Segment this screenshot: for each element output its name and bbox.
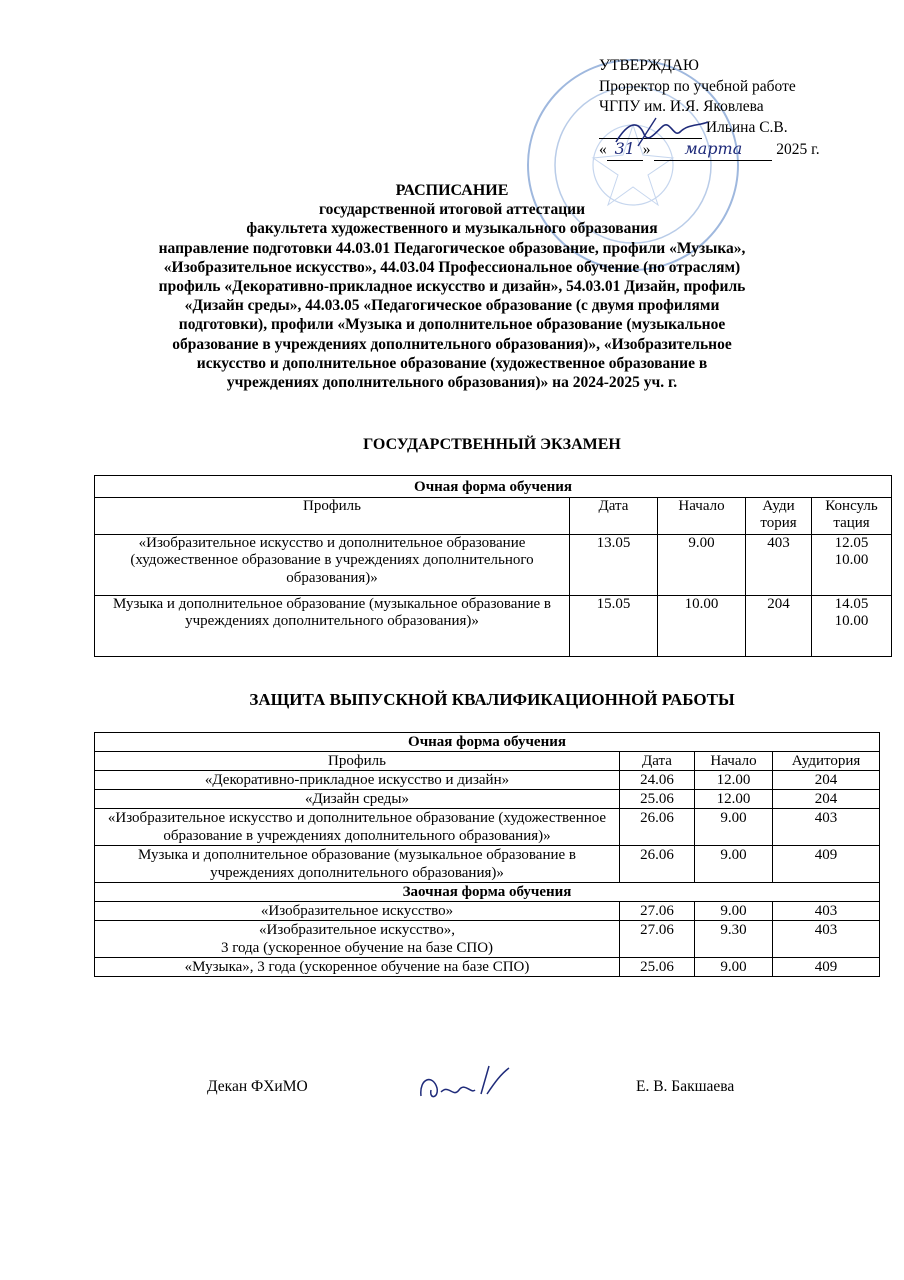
cell-date: 27.06 [620, 921, 695, 958]
table-row [95, 883, 880, 902]
approval-date-day: 31 [607, 139, 643, 161]
cell-room: 403 [773, 809, 880, 846]
title-line: подготовки), профили «Музыка и дополнительное образование (музыкальное [178, 316, 726, 334]
cell-room: 409 [773, 958, 880, 977]
cell-start: 12.00 [695, 790, 773, 809]
defense-form-part-label: Заочная форма обучения [95, 883, 880, 902]
approval-institution: ЧГПУ им. И.Я. Яковлева [599, 98, 764, 115]
table-row [95, 846, 880, 883]
title-line: «Изобразительное искусство», 44.03.04 Профессиональное обучение (по отраслям) [163, 258, 741, 276]
title-main: РАСПИСАНИЕ [395, 182, 509, 199]
title-line: учреждениях дополнительного образования)» на 2024-2025 уч. г. [226, 374, 678, 392]
cell-room: 204 [773, 771, 880, 790]
header-date: Дата [620, 752, 695, 771]
title-line: направление подготовки 44.03.01 Педагогическое образование, профили «Музыка», [158, 239, 746, 257]
table-row [95, 534, 892, 595]
cell-profile: «Декоративно-прикладное искусство и дизайн» [95, 771, 620, 790]
header-date: Дата [570, 497, 658, 534]
header-profile: Профиль [95, 497, 570, 534]
cell-room: 204 [746, 595, 812, 656]
cell-start: 9.00 [658, 534, 746, 595]
title-line: образование в учреждениях дополнительного образования)», «Изобразительное [172, 335, 732, 353]
table-row [95, 733, 880, 752]
title-line: профиль «Декоративно-прикладное искусство и дизайн», 54.03.01 Дизайн, профиль [158, 278, 746, 296]
title-line: «Дизайн среды», 44.03.05 «Педагогическое образование (с двумя профилями [184, 297, 720, 315]
approval-date: « 31 » марта 2025 г. [599, 139, 899, 161]
cell-profile: «Дизайн среды» [95, 790, 620, 809]
cell-room: 403 [773, 902, 880, 921]
cell-date: 26.06 [620, 809, 695, 846]
cell-room: 403 [773, 921, 880, 958]
approval-name: Ильина С.В. [705, 118, 788, 136]
table-row [95, 958, 880, 977]
exam-heading: ГОСУДАРСТВЕННЫЙ ЭКЗАМЕН [363, 436, 621, 453]
header-start: Начало [658, 497, 746, 534]
cell-start: 9.00 [695, 809, 773, 846]
cell-room: 409 [773, 846, 880, 883]
cell-date: 25.06 [620, 790, 695, 809]
cell-consult: 12.05 10.00 [812, 534, 892, 595]
cell-start: 9.00 [695, 846, 773, 883]
cell-profile: Музыка и дополнительное образование (музыкальное образование в учреждениях дополнительного образования)» [95, 595, 570, 656]
table-header-row [95, 752, 880, 771]
dean-name: Е. В. Бакшаева [636, 1078, 735, 1095]
cell-profile: «Изобразительное искусство», 3 года (ускоренное обучение на базе СПО) [95, 921, 620, 958]
defense-heading: ЗАЩИТА ВЫПУСКНОЙ КВАЛИФИКАЦИОННОЙ РАБОТЫ [249, 690, 735, 709]
header-room: Ауди тория [746, 497, 812, 534]
table-row [95, 921, 880, 958]
cell-profile: «Изобразительное искусство» [95, 902, 620, 921]
title-line: государственной итоговой аттестации [318, 201, 586, 219]
table-row [95, 790, 880, 809]
table-header-row [95, 497, 892, 534]
cell-date: 25.06 [620, 958, 695, 977]
cell-date: 27.06 [620, 902, 695, 921]
approval-position: Проректор по учебной работе [599, 77, 796, 95]
cell-profile: «Изобразительное искусство и дополнительное образование (художественное образование в учреждениях дополнительного образования)» [95, 534, 570, 595]
title-line: искусство и дополнительное образование (художественное образование в [196, 354, 708, 372]
cell-date: 24.06 [620, 771, 695, 790]
table-row [95, 809, 880, 846]
cell-start: 9.30 [695, 921, 773, 958]
dean-signature [415, 1060, 515, 1105]
header-room: Аудитория [773, 752, 880, 771]
approval-signature [608, 112, 728, 152]
cell-start: 9.00 [695, 958, 773, 977]
cell-date: 26.06 [620, 846, 695, 883]
exam-form-label: Очная форма обучения [95, 476, 892, 498]
approval-heading: УТВЕРЖДАЮ [599, 57, 699, 74]
cell-room: 204 [773, 790, 880, 809]
cell-profile: «Музыка», 3 года (ускоренное обучение на базе СПО) [95, 958, 620, 977]
document-title [120, 181, 784, 392]
cell-start: 9.00 [695, 902, 773, 921]
cell-consult: 14.05 10.00 [812, 595, 892, 656]
cell-profile: «Изобразительное искусство и дополнительное образование (художественное образование в учреждениях дополнительного образования)» [95, 809, 620, 846]
header-consult: Консуль тация [812, 497, 892, 534]
cell-start: 10.00 [658, 595, 746, 656]
approval-date-year: 2025 г. [776, 141, 820, 158]
table-row [95, 902, 880, 921]
cell-profile: Музыка и дополнительное образование (музыкальное образование в учреждениях дополнительного образования)» [95, 846, 620, 883]
table-row [95, 595, 892, 656]
approval-date-month: марта [654, 139, 772, 161]
cell-date: 15.05 [570, 595, 658, 656]
cell-start: 12.00 [695, 771, 773, 790]
defense-table [94, 732, 880, 977]
header-profile: Профиль [95, 752, 620, 771]
table-row [95, 476, 892, 498]
cell-date: 13.05 [570, 534, 658, 595]
cell-room: 403 [746, 534, 812, 595]
header-start: Начало [695, 752, 773, 771]
defense-form-full-label: Очная форма обучения [95, 733, 880, 752]
title-line: факультета художественного и музыкального образования [246, 220, 658, 238]
dean-position: Декан ФХиМО [207, 1078, 308, 1095]
table-row [95, 771, 880, 790]
exam-table [94, 475, 892, 657]
